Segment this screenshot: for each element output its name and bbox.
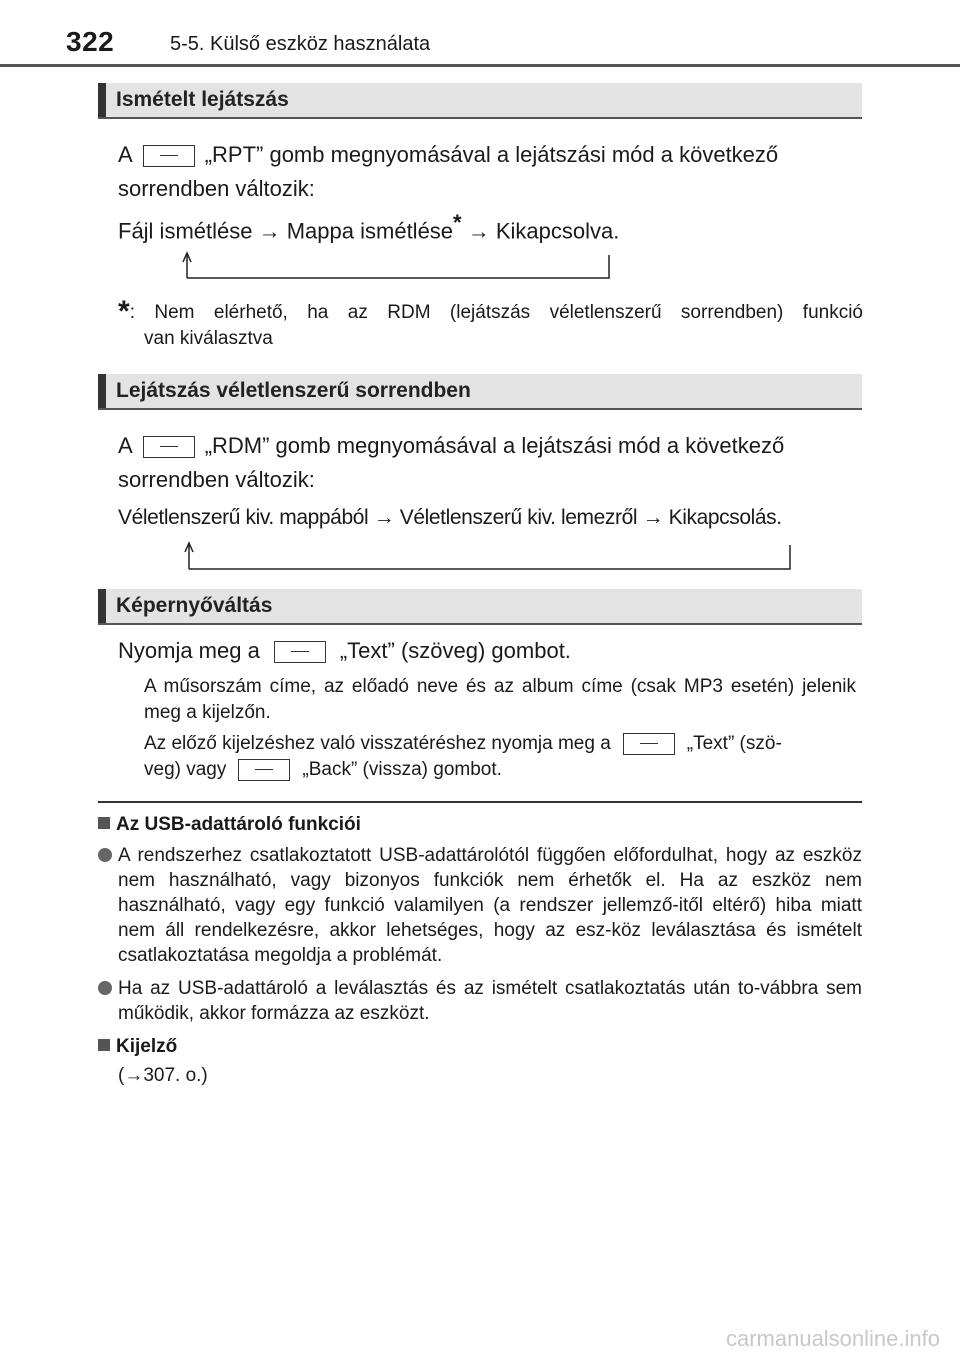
section-bar-repeat bbox=[98, 83, 862, 119]
usb-note-heading bbox=[98, 812, 862, 837]
display-note-heading bbox=[98, 1034, 862, 1059]
repeat-line1-b: „RPT” gomb megnyomásával a lejátszási mód a következő bbox=[204, 142, 779, 167]
repeat-line2: sorrendben változik: bbox=[118, 176, 315, 201]
usb-bullet-2 bbox=[98, 976, 862, 1026]
round-bullet-icon bbox=[98, 981, 112, 995]
repeat-footnote bbox=[118, 295, 863, 352]
repeat-seq-2: Mappa ismétlése bbox=[286, 218, 454, 244]
rpt-button-icon bbox=[143, 145, 195, 167]
random-line1 bbox=[118, 429, 863, 463]
repeat-sequence bbox=[118, 206, 619, 248]
header-rule bbox=[0, 64, 960, 67]
screen-para2-d: „Back” (vissza) gombot. bbox=[302, 759, 502, 780]
repeat-seq-3: Kikapcsolva. bbox=[495, 218, 620, 244]
repeat-seq-1: Fájl ismétlése bbox=[118, 218, 253, 244]
section-title-random: Lejátszás véletlenszerű sorrendben bbox=[116, 379, 471, 402]
cycle-return-arrow-icon bbox=[182, 540, 802, 574]
display-note-title: Kijelző bbox=[116, 1036, 178, 1057]
watermark: carmanualsonline.info bbox=[725, 1326, 940, 1351]
section-bar-screen bbox=[98, 589, 862, 625]
screen-para1: A műsorszám címe, az előadó neve és az album címe (csak MP3 esetén) jelenik meg a kijelzőn. bbox=[144, 676, 856, 723]
display-page-reference: (→307. o.) bbox=[118, 1065, 208, 1086]
cycle-return-arrow-icon bbox=[180, 250, 620, 284]
random-line1-b: „RDM” gomb megnyomásával a lejátszási mód a következő bbox=[204, 433, 785, 458]
square-bullet-icon bbox=[98, 817, 110, 829]
usb-note-title: Az USB-adattároló funkciói bbox=[116, 814, 361, 835]
square-bullet-icon bbox=[98, 1039, 110, 1051]
screen-para2-a: Az előző kijelzéshez való visszatéréshez nyomja meg a bbox=[144, 733, 611, 754]
screen-para2-b: „Text” (szö- bbox=[686, 733, 782, 754]
rdm-button-icon bbox=[143, 436, 195, 458]
footnote-text: : Nem elérhető, ha az RDM (lejátszás véletlenszerű sorrendben) funkció bbox=[129, 302, 863, 323]
notes-separator bbox=[98, 801, 862, 803]
screen-line1-b: „Text” (szöveg) gombot. bbox=[339, 638, 571, 663]
back-button-icon bbox=[238, 759, 290, 781]
usb-bullet-2-text: Ha az USB-adattároló a leválasztás és az ismételt csatlakoztatás után to-vábbra sem működik, akkor formázza az eszközt. bbox=[118, 978, 862, 1024]
random-line1-a: A bbox=[118, 433, 133, 458]
round-bullet-icon bbox=[98, 848, 112, 862]
text-button-icon bbox=[623, 733, 675, 755]
arrow-icon: → bbox=[467, 218, 490, 244]
text-button-icon bbox=[274, 641, 326, 663]
random-line2: sorrendben változik: bbox=[118, 467, 315, 492]
section-title-repeat: Ismételt lejátszás bbox=[116, 88, 289, 111]
usb-bullet-1 bbox=[98, 843, 862, 968]
screen-line1 bbox=[118, 634, 571, 668]
repeat-line1-a: A bbox=[118, 142, 133, 167]
usb-bullet-1-text: A rendszerhez csatlakoztatott USB-adattárolótól függően előfordulhat, hogy az eszköz nem használható, vagy bizonyos funkciók nem érhetők el. Ha az eszköz nem használható, vagy egy funkció valamilyen (a rendszer jellemző-itől eltérő) hiba miatt nem áll rendelkezésre, akkor lehetséges, hogy az esz-köz leválasztása és ismételt csatlakoztatása megoldja a problémát. bbox=[118, 845, 862, 966]
repeat-line1 bbox=[118, 138, 863, 172]
random-sequence: Véletlenszerű kiv. mappából → Véletlenszerű kiv. lemezről → Kikapcsolás. bbox=[118, 506, 782, 529]
section-title-screen: Képernyőváltás bbox=[116, 594, 273, 617]
chapter-title: 5-5. Külső eszköz használata bbox=[170, 33, 431, 55]
footnote-text-2: van kiválasztva bbox=[144, 328, 273, 349]
section-bar-random bbox=[98, 374, 862, 410]
page-number: 322 bbox=[66, 26, 115, 57]
footnote-asterisk: * bbox=[118, 295, 130, 328]
screen-para2 bbox=[144, 731, 860, 783]
asterisk-mark: * bbox=[453, 210, 462, 235]
arrow-icon: → bbox=[258, 218, 281, 244]
screen-line1-a: Nyomja meg a bbox=[118, 638, 260, 663]
notes-block bbox=[98, 812, 862, 1088]
screen-para2-c: veg) vagy bbox=[144, 759, 227, 780]
